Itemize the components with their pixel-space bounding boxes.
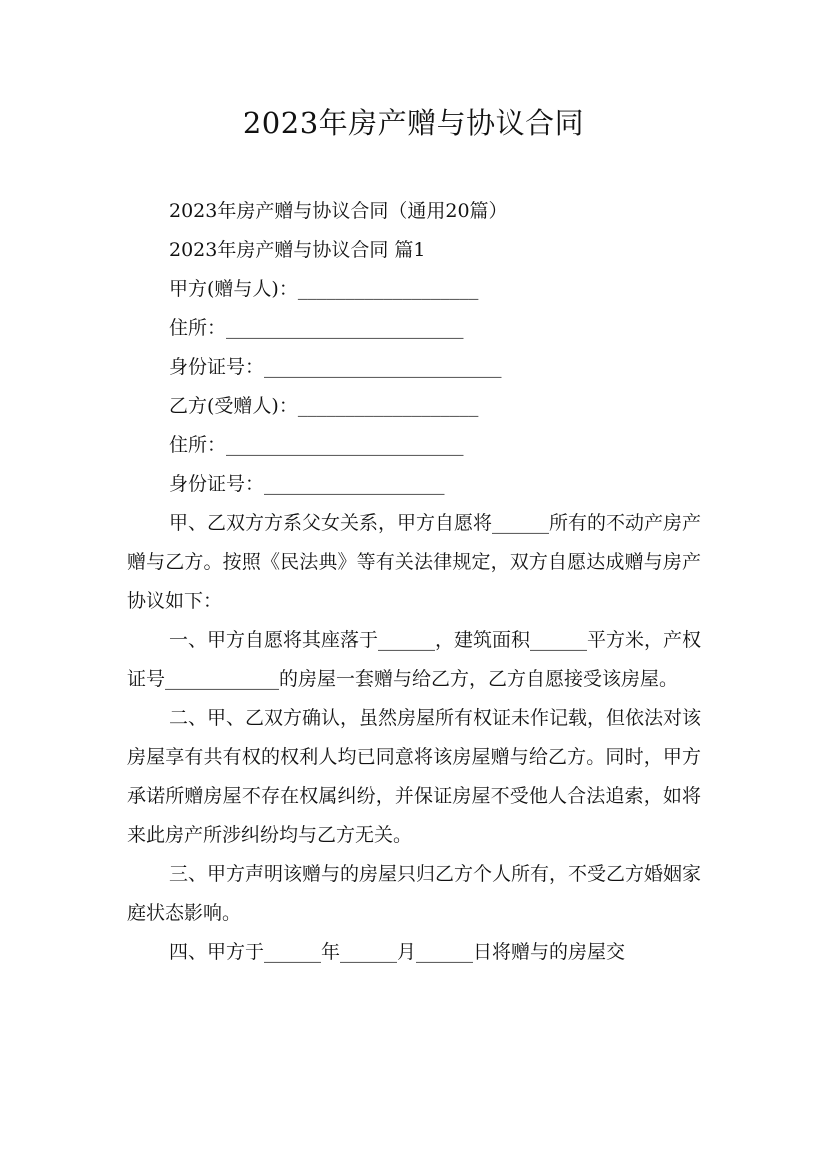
document-subtitle: 2023年房产赠与协议合同（通用20篇）: [169, 200, 508, 222]
paragraph-clause-1: 一、甲方自愿将其座落于______，建筑面积______平方米，产权证号____________的房屋一套赠与给乙方，乙方自愿接受该房屋。: [127, 629, 702, 690]
document-title: 2023年房产赠与协议合同: [242, 106, 585, 140]
party-a-address-field: 住所：_________________________: [169, 317, 464, 339]
party-a-id-field: 身份证号：_________________________: [169, 356, 502, 378]
party-b-address-field: 住所：_________________________: [169, 434, 464, 456]
party-a-field: 甲方(赠与人)：___________________: [169, 278, 479, 300]
paragraph-clause-2: 二、甲、乙双方确认，虽然房屋所有权证未作记载，但依法对该房屋享有共有权的权利人均已同意将该房屋赠与给乙方。同时，甲方承诺所赠房屋不存在权属纠纷，并保证房屋不受他人合法追索，如将来此房产所涉纠纷均与乙方无关。: [127, 707, 702, 846]
party-b-field: 乙方(受赠人)：___________________: [169, 395, 479, 417]
paragraph-intro: 甲、乙双方方系父女关系，甲方自愿将______所有的不动产房产赠与乙方。按照《民法典》等有关法律规定，双方自愿达成赠与房产协议如下：: [127, 512, 702, 612]
section-heading: 2023年房产赠与协议合同 篇1: [169, 239, 426, 261]
paragraph-clause-4: 四、甲方于______年______月______日将赠与的房屋交: [169, 941, 626, 963]
party-b-id-field: 身份证号：___________________: [169, 473, 445, 495]
paragraph-clause-3: 三、甲方声明该赠与的房屋只归乙方个人所有，不受乙方婚姻家庭状态影响。: [127, 863, 702, 924]
document-body: [127, 192, 701, 972]
